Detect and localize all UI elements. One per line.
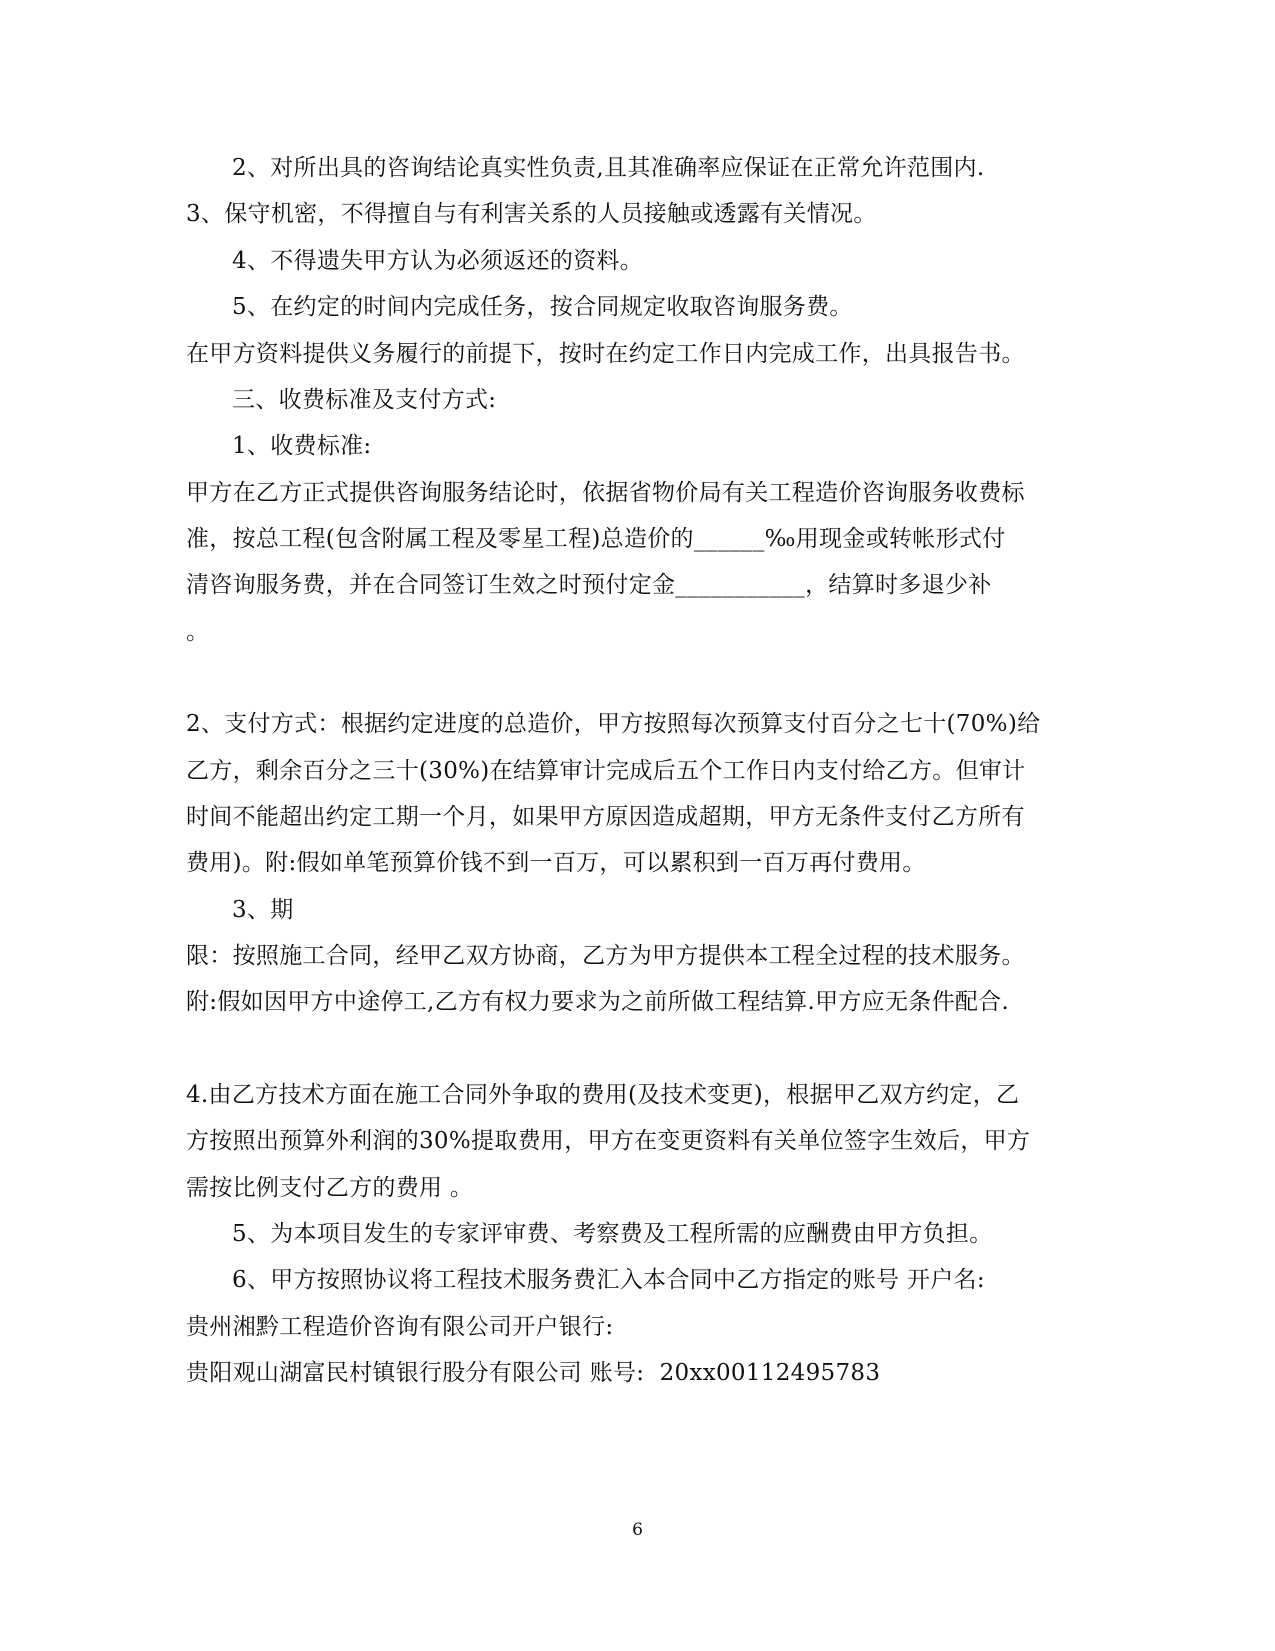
fee-standard-line-3: 清咨询服务费，并在合同签订生效之时预付定金___________，结算时多退少补 bbox=[186, 572, 992, 598]
payment-method-line-2: 乙方，剩余百分之三十(30%)在结算审计完成后五个工作日内支付给乙方。但审计 bbox=[186, 758, 1026, 784]
clause-6-account: 6、甲方按照协议将工程技术服务费汇入本合同中乙方指定的账号 开户名: bbox=[232, 1267, 985, 1293]
clause-5-completion: 5、在约定的时间内完成任务，按合同规定收取咨询服务费。 bbox=[232, 294, 853, 320]
term-heading: 3、期 bbox=[232, 897, 294, 923]
fee-standard-line-4: 。 bbox=[186, 619, 210, 645]
term-line-2: 附:假如因甲方中途停工,乙方有权力要求为之前所做工程结算.甲方应无条件配合. bbox=[186, 989, 1010, 1015]
fee-standard-line-1: 甲方在乙方正式提供咨询服务结论时，依据省物价局有关工程造价咨询服务收费标 bbox=[186, 480, 1025, 506]
clause-3-confidentiality: 3、保守机密，不得擅自与有利害关系的人员接触或透露有关情况。 bbox=[186, 201, 877, 227]
term-line-1: 限：按照施工合同，经甲乙双方协商，乙方为甲方提供本工程全过程的技术服务。 bbox=[186, 943, 1025, 969]
bank-account-line: 贵阳观山湖富民村镇银行股分有限公司 账号: 20xx00112495783 bbox=[186, 1360, 881, 1386]
page-number: 6 bbox=[632, 1520, 643, 1540]
report-delivery-text: 在甲方资料提供义务履行的前提下，按时在约定工作日内完成工作，出具报告书。 bbox=[186, 341, 1025, 367]
fee-standard-line-2: 准，按总工程(包含附属工程及零星工程)总造价的______‰用现金或转帐形式付 bbox=[186, 526, 1006, 552]
clause-2-accuracy: 2、对所出具的咨询结论真实性负责,且其准确率应保证在正常允许范围内. bbox=[232, 155, 985, 181]
section-3-heading: 三、收费标准及支付方式: bbox=[232, 387, 497, 413]
technical-fee-line-2: 方按照出预算外利润的30%提取费用，甲方在变更资料有关单位签字生效后，甲方 bbox=[186, 1128, 1031, 1154]
fee-standard-heading: 1、收费标准: bbox=[232, 433, 372, 459]
payment-method-line-3: 时间不能超出约定工期一个月，如果甲方原因造成超期，甲方无条件支付乙方所有 bbox=[186, 804, 1025, 830]
technical-fee-line-3: 需按比例支付乙方的费用 。 bbox=[186, 1175, 474, 1201]
clause-5-expenses: 5、为本项目发生的专家评审费、考察费及工程所需的应酬费由甲方负担。 bbox=[232, 1221, 993, 1247]
account-name-line: 贵州湘黔工程造价咨询有限公司开户银行: bbox=[186, 1314, 614, 1340]
clause-4-materials: 4、不得遗失甲方认为必须返还的资料。 bbox=[232, 248, 644, 274]
technical-fee-line-1: 4.由乙方技术方面在施工合同外争取的费用(及技术变更)，根据甲乙双方约定，乙 bbox=[186, 1082, 1020, 1108]
payment-method-line-1: 2、支付方式：根据约定进度的总造价，甲方按照每次预算支付百分之七十(70%)给 bbox=[186, 711, 1041, 737]
payment-method-line-4: 费用)。附:假如单笔预算价钱不到一百万，可以累积到一百万再付费用。 bbox=[186, 850, 926, 876]
